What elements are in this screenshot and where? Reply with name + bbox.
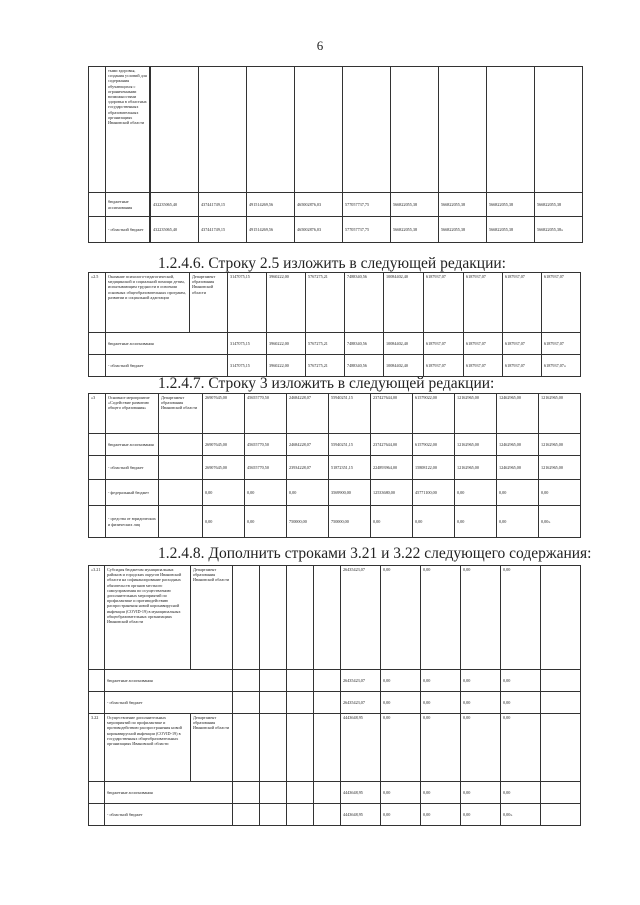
value-cell: 0,00: [501, 714, 541, 782]
value-cell: 12162965,00: [539, 434, 581, 456]
value-cell: 26907645,00: [203, 456, 245, 480]
row-name: бюджетные ассигнования: [106, 193, 150, 217]
value-cell: 12462965,00: [497, 394, 539, 434]
value-cell: 0,00: [501, 566, 541, 670]
value-cell: 237427644,00: [371, 394, 413, 434]
value-cell: 0,00»: [539, 506, 581, 538]
value-cell: 566822055,38: [439, 217, 487, 243]
row-name: бюджетные ассигнования: [106, 333, 228, 355]
value-cell: 4443648,95: [341, 714, 381, 782]
table-row-3: [88, 393, 581, 538]
value-cell: 6187937,07: [464, 273, 503, 333]
value-cell: 45655770,50: [245, 394, 287, 434]
value-cell: 0,00: [381, 670, 421, 692]
value-cell: 750000,00: [329, 506, 371, 538]
value-cell: 0,00: [381, 804, 421, 826]
value-cell: 10084402,40: [384, 355, 424, 377]
value-cell: 55940251,15: [329, 434, 371, 456]
value-cell: 566822055,38: [487, 217, 535, 243]
value-cell: 4443648,95: [341, 782, 381, 804]
value-cell: 0,00: [381, 692, 421, 714]
value-cell: 3960222,00: [267, 333, 306, 355]
value-cell: 0,00: [421, 804, 461, 826]
table-rows-3-21-3-22: [88, 565, 581, 826]
value-cell: 0,00: [421, 670, 461, 692]
value-cell: 0,00: [501, 692, 541, 714]
row-number: [89, 67, 106, 193]
section-heading: 1.2.4.8. Дополнить строками 3.21 и 3.22 следующего содержания:: [158, 545, 592, 562]
value-cell: 0,00: [245, 480, 287, 506]
value-cell: 465002876,03: [295, 193, 343, 217]
value-cell: 0,00: [461, 714, 501, 782]
value-cell: 0,00: [501, 782, 541, 804]
value-cell: 6187937,07: [424, 333, 464, 355]
row-name: тыми здоровья, создания условий для содержания обучающихся с ограниченными возможностями здоровья в областных государственных образовательных организациях Ивановской области: [106, 67, 150, 193]
value-cell: 566822055,38: [391, 217, 439, 243]
page-number: 6: [316, 38, 324, 53]
value-cell: 5767275,21: [306, 355, 345, 377]
row-name: - областной бюджет: [105, 692, 233, 714]
value-cell: 6187937,07: [464, 355, 503, 377]
row-name: бюджетные ассигнования: [105, 782, 233, 804]
value-cell: 0,00: [203, 480, 245, 506]
value-cell: 45771100,00: [413, 480, 455, 506]
value-cell: 0,00: [381, 566, 421, 670]
value-cell: 6187937,07: [424, 355, 464, 377]
value-cell: 0,00: [497, 480, 539, 506]
row-name: - областной бюджет: [105, 804, 233, 826]
value-cell: 3960222,00: [267, 273, 306, 333]
value-cell: 0,00: [461, 566, 501, 670]
row-name: - областной бюджет: [106, 456, 159, 480]
value-cell: 6187937,07»: [542, 355, 581, 377]
row-org: Департамент образования Ивановской области: [159, 394, 203, 434]
value-cell: 6187937,07: [542, 273, 581, 333]
value-cell: 0,00: [203, 506, 245, 538]
value-cell: 15808122,00: [413, 456, 455, 480]
value-cell: 12162965,00: [455, 394, 497, 434]
row-name: - федеральный бюджет: [106, 480, 159, 506]
value-cell: 26435423,07: [341, 670, 381, 692]
value-cell: 12162965,00: [539, 456, 581, 480]
value-cell: 6187937,07: [503, 333, 542, 355]
value-cell: 432235065,40: [151, 217, 199, 243]
value-cell: 465002876,03: [295, 217, 343, 243]
section-heading: 1.2.4.6. Строку 2.5 изложить в следующей редакции:: [158, 255, 506, 272]
value-cell: 4443648,95: [341, 804, 381, 826]
value-cell: 51872351,15: [329, 456, 371, 480]
row-number: «2.5: [89, 273, 106, 333]
value-cell: 12162965,00: [455, 456, 497, 480]
value-cell: 3960222,00: [267, 355, 306, 377]
value-cell: 6187937,07: [503, 273, 542, 333]
value-cell: 0,00: [421, 692, 461, 714]
value-cell: 0,00: [539, 480, 581, 506]
value-cell: 12162965,00: [539, 394, 581, 434]
value-cell: 26435423,07: [341, 566, 381, 670]
value-cell: 491514269,56: [247, 217, 295, 243]
value-cell: 0,00: [421, 782, 461, 804]
row-name: Субсидия бюджетам муниципальных районов и городских округов Ивановской области на софинансирование расходных обязательств органов местного самоуправления по осуществлению дополнительных мероприятий по профилактике и противодействию распространения новой коронавирусной инфекции (COVID-19) в муниципальных общеобразовательных организациях Ивановской области: [105, 566, 191, 670]
value-cell: 0,00: [461, 804, 501, 826]
value-cell: 26907645,00: [203, 394, 245, 434]
value-cell: 26435423,07: [341, 692, 381, 714]
value-cell: 12462965,00: [497, 434, 539, 456]
value-cell: 0,00: [497, 506, 539, 538]
value-cell: 6187937,07: [424, 273, 464, 333]
value-cell: 5767275,21: [306, 273, 345, 333]
value-cell: 0,00: [461, 692, 501, 714]
value-cell: 566822055,38»: [535, 217, 583, 243]
value-cell: 6187937,07: [464, 333, 503, 355]
row-name: - областной бюджет: [106, 217, 150, 243]
row-name: - средства от юридических и физических лиц: [106, 506, 159, 538]
value-cell: 45655770,50: [245, 456, 287, 480]
value-cell: 577057737,75: [343, 193, 391, 217]
value-cell: 0,00: [413, 506, 455, 538]
row-name: бюджетные ассигнования: [106, 434, 159, 456]
value-cell: 491514269,56: [247, 193, 295, 217]
value-cell: 6187937,07: [542, 333, 581, 355]
row-org: Департамент образования Ивановской области: [191, 714, 233, 782]
value-cell: 5767275,21: [306, 333, 345, 355]
row-number: 3.22: [89, 714, 105, 782]
value-cell: 3147075,15: [228, 355, 267, 377]
value-cell: 3147075,15: [228, 273, 267, 333]
value-cell: 566822055,38: [391, 193, 439, 217]
value-cell: 566822055,38: [535, 193, 583, 217]
row-name: Основное мероприятие «Содействие развитию общего образования»: [106, 394, 159, 434]
value-cell: 432235065,40: [151, 193, 199, 217]
value-cell: 566822055,38: [487, 193, 535, 217]
value-cell: 23934228,07: [287, 456, 329, 480]
value-cell: 6187937,07: [503, 355, 542, 377]
row-name: - областной бюджет: [106, 355, 228, 377]
value-cell: 0,00: [287, 480, 329, 506]
value-cell: 566822055,38: [439, 193, 487, 217]
value-cell: 26907645,00: [203, 434, 245, 456]
value-cell: 3569900,00: [329, 480, 371, 506]
value-cell: 61579022,00: [413, 394, 455, 434]
value-cell: 224893964,00: [371, 456, 413, 480]
value-cell: 0,00»: [501, 804, 541, 826]
value-cell: 0,00: [421, 714, 461, 782]
row-number: «3: [89, 394, 106, 434]
value-cell: 7488340,56: [345, 273, 384, 333]
row-name: Оказание психолого-педагогической, медицинской и социальной помощи детям, испытывающим трудности в освоении основных общеобразовательных программ, развитии и социальной адаптации: [106, 273, 190, 333]
value-cell: 3147075,15: [228, 333, 267, 355]
value-cell: 12162965,00: [455, 434, 497, 456]
value-cell: 24684228,07: [287, 394, 329, 434]
value-cell: 437441749,15: [199, 217, 247, 243]
value-cell: 0,00: [381, 714, 421, 782]
value-cell: 437441749,15: [199, 193, 247, 217]
value-cell: 12533680,00: [371, 480, 413, 506]
section-heading: 1.2.4.7. Строку 3 изложить в следующей редакции:: [158, 375, 495, 392]
value-cell: 577057737,75: [343, 217, 391, 243]
value-cell: 45655770,50: [245, 434, 287, 456]
value-cell: 10084402,40: [384, 273, 424, 333]
value-cell: 55940251,15: [329, 394, 371, 434]
value-cell: 10084402,40: [384, 333, 424, 355]
value-cell: 12462965,00: [497, 456, 539, 480]
value-cell: 0,00: [245, 506, 287, 538]
table-block-continuation: [88, 66, 583, 243]
value-cell: 237427644,00: [371, 434, 413, 456]
row-org: Департамент образования Ивановской области: [190, 273, 228, 333]
value-cell: 24684228,07: [287, 434, 329, 456]
value-cell: 0,00: [371, 506, 413, 538]
row-org: Департамент образования Ивановской области: [191, 566, 233, 670]
value-cell: 0,00: [421, 566, 461, 670]
value-cell: 750000,00: [287, 506, 329, 538]
value-cell: 0,00: [455, 506, 497, 538]
value-cell: 7488340,56: [345, 355, 384, 377]
value-cell: 61579022,00: [413, 434, 455, 456]
value-cell: 7488340,56: [345, 333, 384, 355]
value-cell: 0,00: [461, 670, 501, 692]
row-name: Осуществление дополнительных мероприятий по профилактике и противодействию распространения новой коронавирусной инфекции (COVID-19) в государственных общеобразовательных организациях Ивановской области: [105, 714, 191, 782]
row-name: бюджетные ассигнования: [105, 670, 233, 692]
value-cell: 0,00: [455, 480, 497, 506]
table-row-2-5: [88, 272, 581, 377]
value-cell: 0,00: [501, 670, 541, 692]
value-cell: 0,00: [461, 782, 501, 804]
row-number: «3.21: [89, 566, 105, 670]
value-cell: 0,00: [381, 782, 421, 804]
